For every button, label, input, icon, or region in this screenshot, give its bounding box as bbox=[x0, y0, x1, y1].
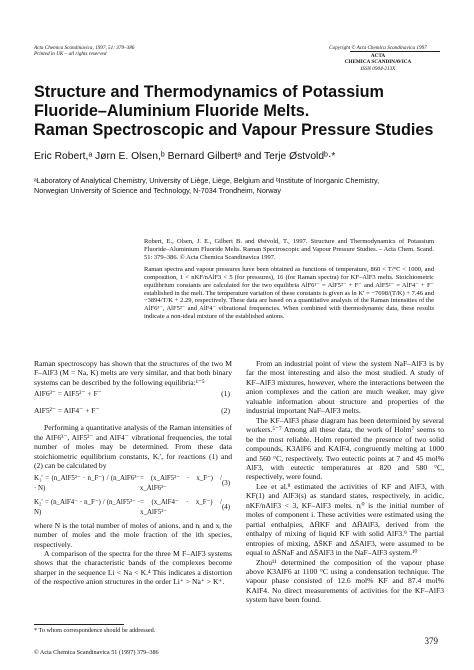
footnote-rule bbox=[34, 624, 124, 625]
equation-4-lhs: K₂′ = (n_AlF4⁻ · n_F⁻) / (n_AlF5²⁻ · N) bbox=[34, 499, 141, 516]
raman-analysis-paragraph: Performing a quantitative analysis of the Raman intensities of the AlF6³⁻, AlF5²⁻ and AlF4⁻ vibrational frequencies, the total number of moles may be determined. From these data stoichiometric equilibrium constants, Kᵢ′, for reactions (1) and (2) can be calculated by bbox=[34, 423, 232, 471]
definitions-paragraph: where N is the total number of moles of anions, and nᵢ and xᵢ the number of moles and the mole fraction of the ith species, respectively. bbox=[34, 520, 232, 549]
vapour-phase-paragraph: Zhou¹¹ determined the composition of the vapour phase above K3AlF6 at 1100 °C using a condensation technique. The vapour phase consisted of 12.6 mol% KF and 87.4 mol% KAlF4. No direct measurements of activities for the KF–AlF3 system have been found. bbox=[246, 557, 444, 605]
journal-name: CHEMICA SCANDINAVICA bbox=[344, 59, 412, 66]
title-line-3: Raman Spectroscopic and Vapour Pressure Studies bbox=[34, 120, 434, 139]
phase-diagram-paragraph: The KF–AlF3 phase diagram has been determined by several workers.⁵⁻⁷ Among all these data, the work of Holm⁷ seems to be the most reliable. Holm reported the presence of two solid compounds, K3AlF6 and KAlF4, congruently melting at 1000 and 560 °C, respectively. Two eutectic points at 7 and 45 mol% AlF3, with eutectic temperatures at 820 and 580 °C, respectively, were found. bbox=[246, 415, 444, 482]
journal-citation: Acta Chemica Scandinavica, 1997, 51: 379–386 bbox=[34, 45, 135, 51]
journal-header bbox=[34, 45, 134, 57]
affiliation-line-1: ᵃLaboratory of Analytical Chemistry, University of Liège, Liège, Belgium and ᵇInstitute of Inorganic Chemistry, bbox=[34, 176, 380, 185]
equation-4 bbox=[34, 497, 232, 519]
page-footer-citation: © Acta Chemica Scandinavica 51 (1997) 379–386 bbox=[34, 649, 159, 656]
abstract-body: Raman spectra and vapour pressures have been obtained as functions of temperature, 860 < T/°C < 1000, and composition, 1 < nKF/nAlF3 < 5 (for pressures), 16 (for Raman spectra) for KF–AlF3 melts. Stoichiometric equilibrium constants are calculated for the two equilibria AlF6³⁻ = AlF5²⁻ + F⁻ and AlF5²⁻ = AlF4⁻ + F⁻ established in the melt. The temperature variation of these constants is given as ln K′ = −7698/(T/K) + 7.46 and −3894/T/K + 2.29, respectively. These data are based on a quantitative analysis of the Raman intensities of the AlF6³⁻, AlF5²⁻ and AlF4⁻ vibrational frequencies. When combined with thermodynamic data, these results indicate a non-ideal mixture of the established anions. bbox=[144, 266, 434, 320]
abstract bbox=[144, 238, 434, 326]
right-column bbox=[246, 359, 444, 605]
equation-3-lhs: K₁′ = (n_AlF5²⁻ · n_F⁻) / (n_AlF6³⁻ · N) bbox=[34, 475, 140, 492]
equation-3-number: (3) bbox=[221, 479, 230, 487]
equation-1-expression: AlF6³⁻ = AlF5²⁻ + F⁻ bbox=[34, 389, 102, 399]
left-column bbox=[34, 359, 232, 587]
equation-2-number: (2) bbox=[221, 406, 230, 416]
copyright-line: Copyright © Acta Chemica Scandinavica 1997 bbox=[329, 45, 427, 51]
article-title bbox=[34, 83, 444, 139]
equation-4-number: (4) bbox=[221, 503, 230, 511]
author-list: Eric Robert,ᵃ Jørn E. Olsen,ᵇ Bernard Gilbertᵃ and Terje Østvoldᵇ·* bbox=[34, 151, 336, 162]
correspondence-footnote: * To whom correspondence should be addressed. bbox=[34, 627, 156, 634]
affiliation bbox=[34, 176, 444, 197]
copyright-block bbox=[318, 45, 438, 72]
issn: ISSN 0904-213X bbox=[360, 65, 396, 72]
intro-paragraph: Raman spectroscopy has shown that the structures of the two M F–AlF3 (M = Na, K) melts are very similar, and that both binary systems can be described by the following equilibria:¹⁻⁵ bbox=[34, 359, 232, 387]
equation-3-rhs: = (x_AlF5²⁻ · x_F⁻) / x_AlF6³⁻ bbox=[139, 475, 222, 492]
page-number: 379 bbox=[424, 636, 438, 646]
print-notice: Printed in UK – all rights reserved bbox=[34, 51, 107, 58]
journal-name-acta: ACTA bbox=[370, 53, 386, 60]
equation-1 bbox=[34, 389, 232, 404]
title-line-1: Structure and Thermodynamics of Potassium bbox=[34, 83, 384, 101]
abstract-citation: Robert, E., Olsen, J. E., Gilbert B. and Østvold, T., 1997. Structure and Thermodynamics of Potassium Fluoride–Aluminium Fluoride Melts. Raman Spectroscopic and Vapour Pressure Studies. – Acta Chem. Scand. 51: 379–386. © Acta Chemica Scandinavica 1997. bbox=[144, 238, 434, 261]
equation-3 bbox=[34, 473, 232, 495]
industrial-paragraph: From an industrial point of view the system NaF–AlF3 is by far the most interesting and also the most studied. A study of KF–AlF3 mixtures, however, where the interactions between the anion complexes and the cation are much weaker, may give valuable information about structure and properties of the industrial important NaF–AlF3 melts. bbox=[246, 359, 444, 416]
affiliation-line-2: Norwegian University of Science and Technology, N-7034 Trondheim, Norway bbox=[34, 186, 282, 196]
title-line-2: Fluoride–Aluminium Fluoride Melts. bbox=[34, 101, 310, 120]
equation-1-number: (1) bbox=[221, 389, 230, 399]
activities-paragraph: Lee et al.⁸ estimated the activities of KF and AlF3, with KF(1) and AlF3(s) as standard states, respectively, in acidic, nKF/nAlF3 < 3, KF–AlF3 melts. nᵢ⁰ is the initial number of moles of component i. These activities were estimated using the partial enthalpies, ΔH̄KF and ΔH̄AlF3, derived from the enthalpy of mixing of liquid KF with solid AlF3.⁹ The partial entropies of mixing, ΔS̄KF and ΔS̄AlF3, were assumed to be equal to ΔS̄NaF and ΔS̄AlF3 in the NaF–AlF3 system.¹⁰ bbox=[246, 481, 444, 558]
comparison-paragraph: A comparison of the spectra for the three M F–AlF3 systems shows that the characteristic bands of the complexes become sharper in the sequence Li < Na < K.⁴ This indicates a distortion of the respective anion structures in the order Li⁺ > Na⁺ > K⁺. bbox=[34, 548, 232, 587]
equation-2 bbox=[34, 406, 232, 421]
equation-4-rhs: = (x_AlF4⁻ · x_F⁻) / x_AlF5²⁻ bbox=[140, 499, 222, 516]
equation-2-expression: AlF5²⁻ = AlF4⁻ + F⁻ bbox=[34, 406, 100, 416]
